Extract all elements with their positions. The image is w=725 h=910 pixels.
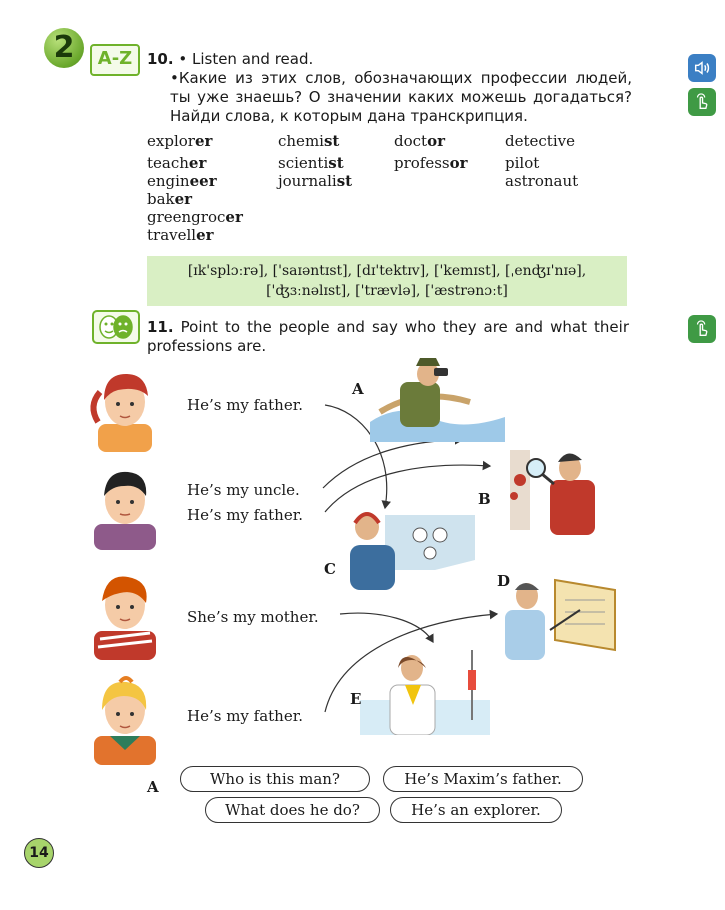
picture-label-d: D <box>497 572 511 590</box>
sentence-4: She’s my mother. <box>187 608 319 626</box>
sentence-2: He’s my uncle. <box>187 481 300 499</box>
ex10-task-ru: •Какие из этих слов, обозначающих профессии людей, ты уже знаешь? О значении каких можешь догадаться? Найди слова, к которым дана транскрипция. <box>170 69 632 125</box>
speech-bubble-a1: He’s Maxim’s father. <box>383 766 583 792</box>
speech-bubble-a2: He’s an explorer. <box>390 797 562 823</box>
transcription-line-1: [ɪk'splɔːrə], ['saɪəntɪst], [dɪ'tektɪv], ['kemɪst], [ˌenʤɪ'nɪə], <box>187 263 587 279</box>
dialogue-label: A <box>147 778 159 796</box>
word-teacher: teacher <box>147 154 207 172</box>
picture-label-a: A <box>352 380 364 398</box>
word-journalist: journalist <box>278 172 353 190</box>
picture-label-e: E <box>350 690 362 708</box>
picture-scientist <box>360 640 490 735</box>
ex11-text: Point to the people and say who they are and what their professions are. <box>147 318 629 355</box>
unit-badge: 2 <box>44 28 84 68</box>
word-explorer: explorer <box>147 132 213 150</box>
word-greengrocer: greengrocer <box>147 208 243 226</box>
picture-pilot <box>345 505 475 595</box>
ex10-number: 10. <box>147 50 174 68</box>
picture-label-b: B <box>478 490 491 508</box>
ex11-number: 11. <box>147 318 174 336</box>
word-scientist: scientist <box>278 154 344 172</box>
transcription-line-2: ['ʤɜːnəlɪst], ['trævlə], ['æstrənɔːt] <box>266 283 508 299</box>
picture-professor <box>495 570 620 660</box>
word-doctor: doctor <box>394 132 445 150</box>
word-astronaut: astronaut <box>505 172 579 190</box>
sentence-1: He’s my father. <box>187 396 304 414</box>
sentence-3: He’s my father. <box>187 506 304 524</box>
word-detective: detective <box>505 132 575 150</box>
word-professor: professor <box>394 154 468 172</box>
vocabulary-az-icon: A-Z <box>90 44 140 76</box>
page-number: 14 <box>24 838 54 868</box>
picture-label-c: C <box>324 560 336 578</box>
speech-bubble-q1: Who is this man? <box>180 766 370 792</box>
sentence-5: He’s my father. <box>187 707 304 725</box>
word-traveller: traveller <box>147 226 214 244</box>
word-engineer: engineer <box>147 172 217 190</box>
ex10-line1: • Listen and read. <box>178 50 314 68</box>
word-chemist: chemist <box>278 132 340 150</box>
speech-bubble-q2: What does he do? <box>205 797 380 823</box>
picture-detective <box>500 440 625 535</box>
word-pilot: pilot <box>505 154 540 172</box>
word-baker: baker <box>147 190 193 208</box>
picture-explorer <box>370 352 505 442</box>
